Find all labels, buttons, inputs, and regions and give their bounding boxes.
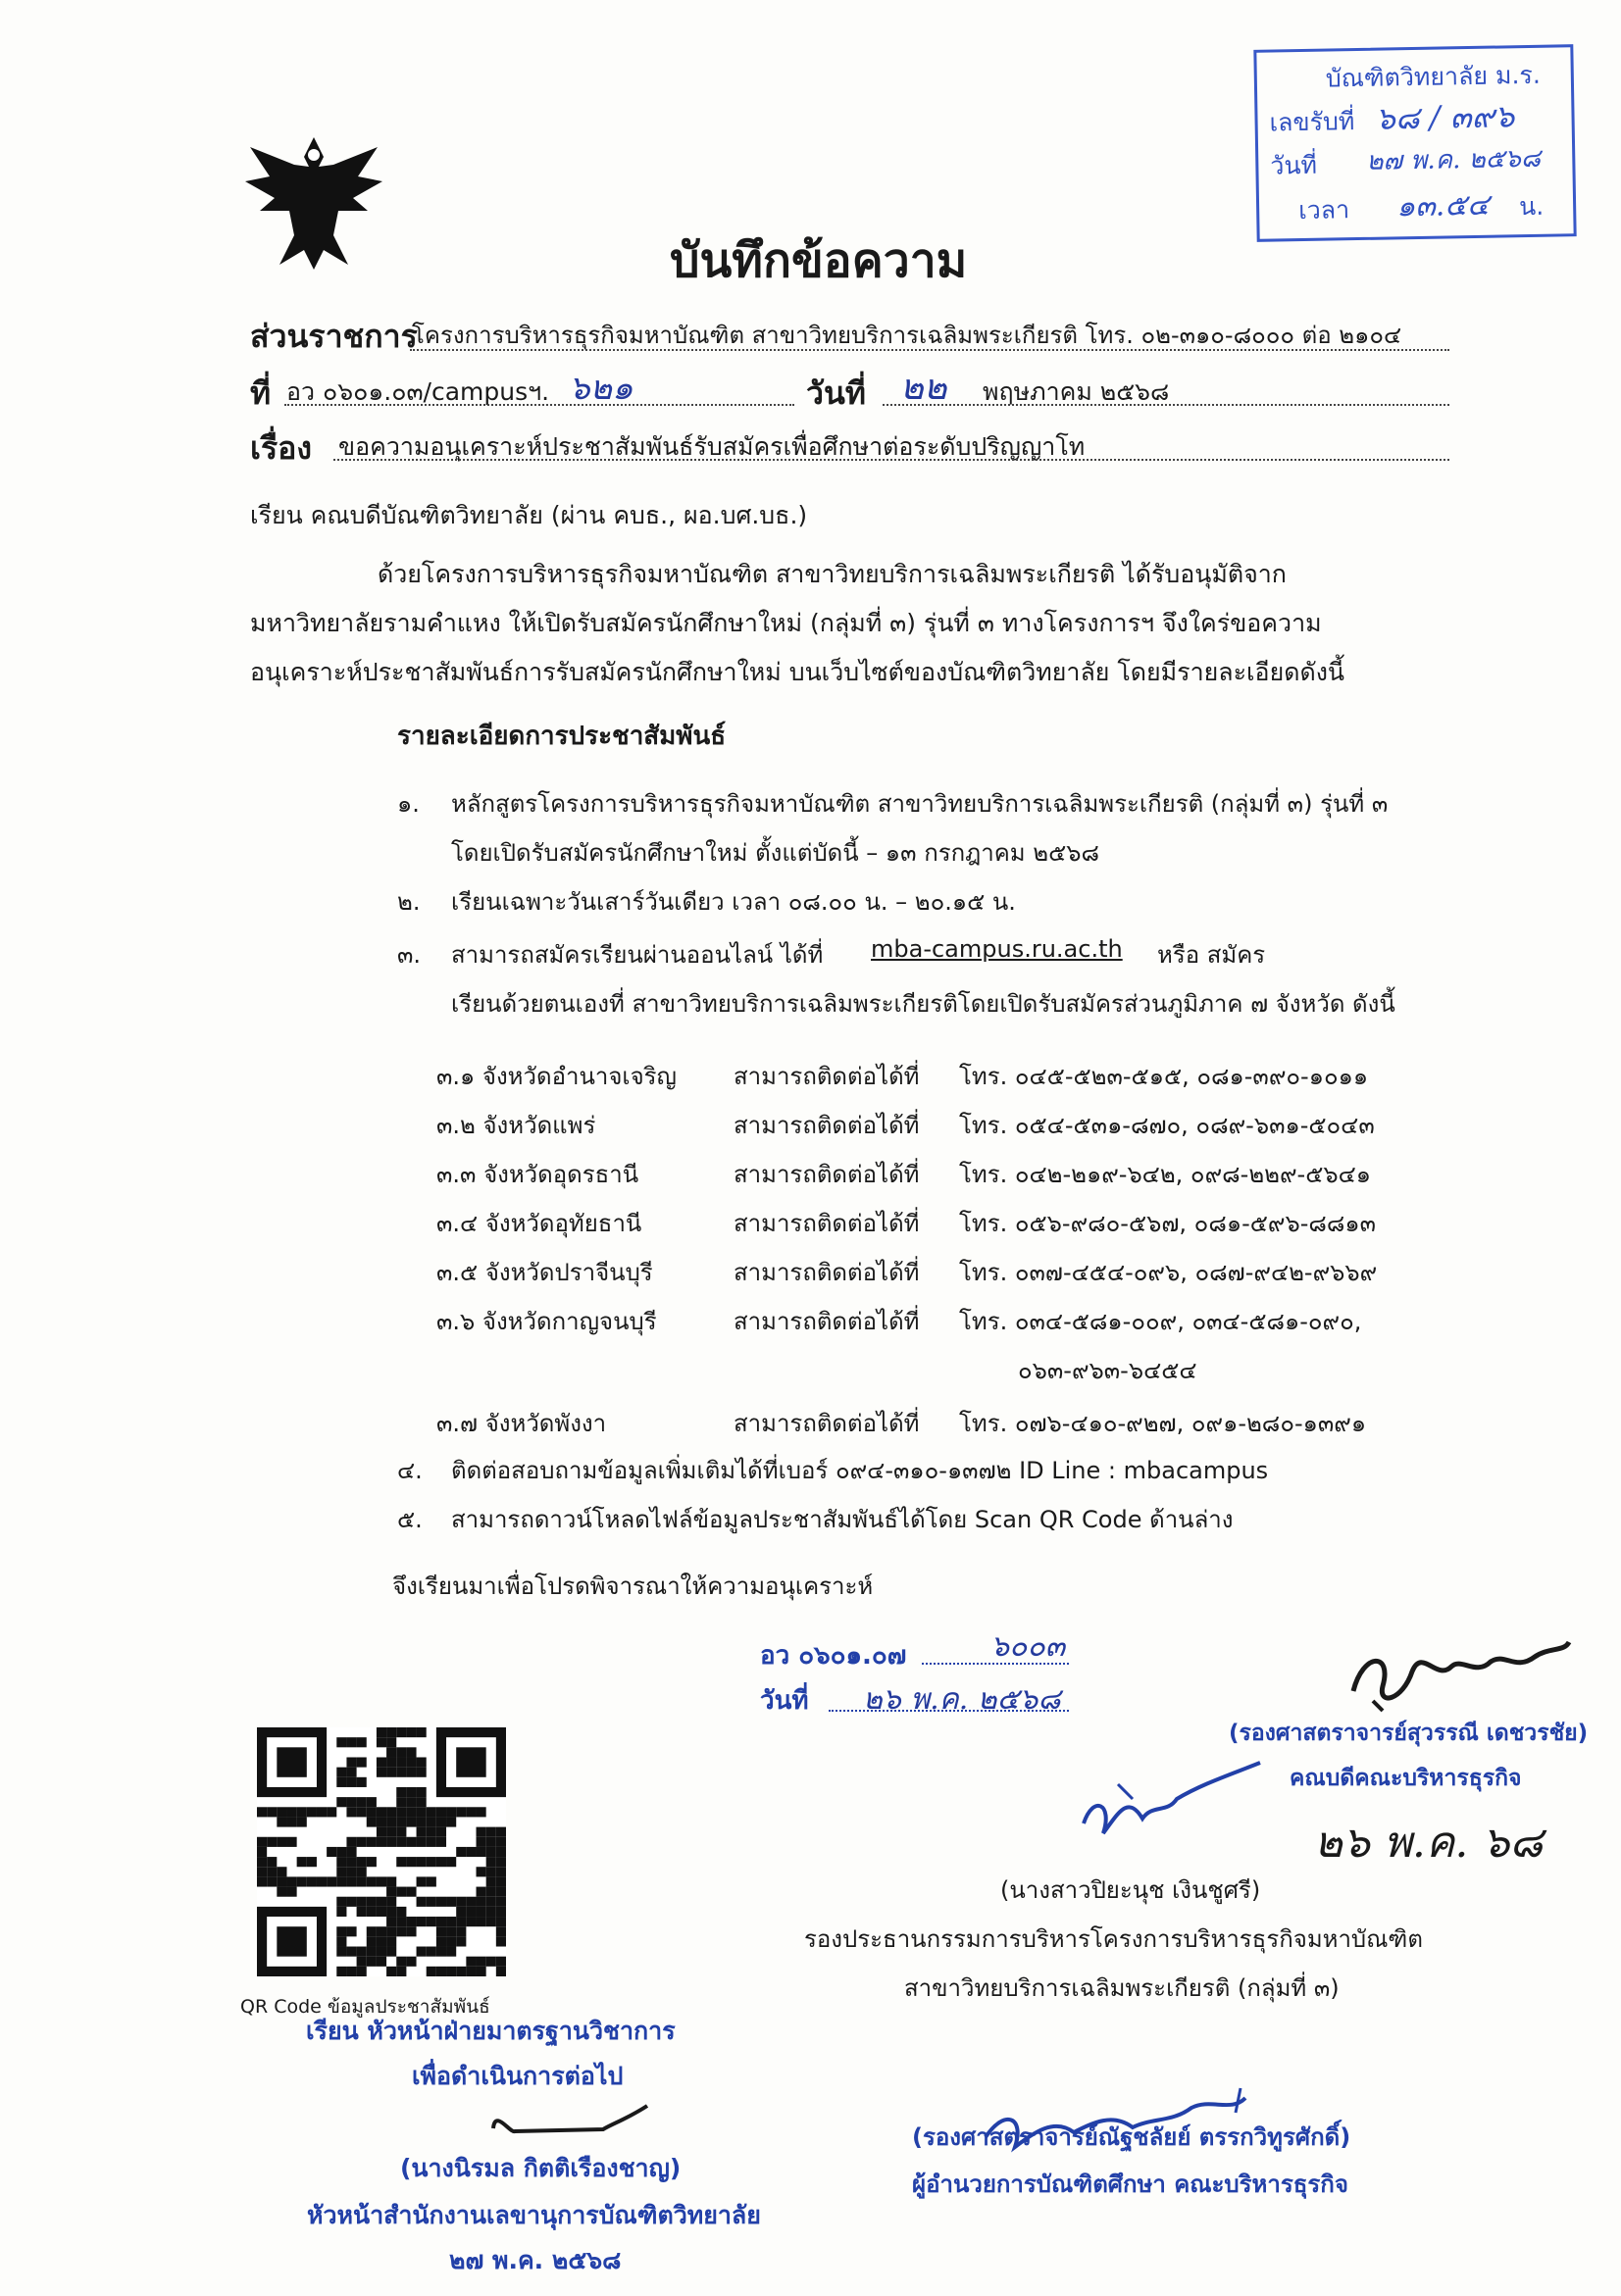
page-title: บันทึกข้อความ bbox=[670, 233, 968, 288]
receipt-number-label: เลขรับที่ bbox=[1269, 107, 1355, 137]
province-tel: โทร. ๐๓๗-๔๕๔-๐๙๖, ๐๘๗-๙๔๒-๙๖๖๙ bbox=[959, 1259, 1378, 1286]
province-name: ๓.๑ จังหวัดอำนาจเจริญ bbox=[436, 1063, 678, 1090]
routing-signature-icon bbox=[485, 2094, 652, 2143]
province-tel: โทร. ๐๓๔-๕๘๑-๐๐๙, ๐๓๔-๕๘๑-๐๙๐, bbox=[959, 1308, 1362, 1335]
province-tel: โทร. ๐๔๕-๕๒๓-๕๑๕, ๐๘๑-๓๙๐-๑๐๑๑ bbox=[959, 1063, 1369, 1090]
province-name: ๓.๖ จังหวัดกาญจนบุรี bbox=[436, 1308, 657, 1335]
item-3-line1a: สามารถสมัครเรียนผ่านออนไลน์ ได้ที่ bbox=[451, 941, 824, 969]
body-line-1: ด้วยโครงการบริหารธุรกิจมหาบัณฑิต สาขาวิทยบริการเฉลิมพระเกียรติ ได้รับอนุมัติจาก bbox=[378, 560, 1287, 588]
receipt-time-label: เวลา bbox=[1297, 195, 1350, 225]
routing-date: ๒๗ พ.ค. ๒๕๖๘ bbox=[449, 2246, 622, 2274]
province-tel: โทร. ๐๕๔-๕๓๑-๘๗๐, ๐๘๙-๖๓๑-๕๐๔๓ bbox=[959, 1112, 1375, 1139]
ref-label: ที่ bbox=[250, 374, 272, 412]
item-3-num: ๓. bbox=[397, 941, 422, 969]
qr-caption: QR Code ข้อมูลประชาสัมพันธ์ bbox=[240, 1996, 490, 2018]
closing: จึงเรียนมาเพื่อโปรดพิจารณาให้ความอนุเคราะห์ bbox=[392, 1572, 874, 1600]
signer-signature-icon bbox=[1074, 1755, 1270, 1853]
province-name: ๓.๒ จังหวัดแพร่ bbox=[436, 1112, 596, 1139]
signer-position-1: รองประธานกรรมการบริหารโครงการบริหารธุรกิจมหาบัณฑิต bbox=[804, 1925, 1423, 1953]
forward-ref-value: ๖๐๐๓ bbox=[990, 1629, 1066, 1664]
item-1-num: ๑. bbox=[397, 790, 420, 818]
body-line-3: อนุเคราะห์ประชาสัมพันธ์การรับสมัครนักศึกษาใหม่ บนเว็บไซต์ของบัณฑิตวิทยาลัย โดยมีรายละเอียดดังนี้ bbox=[250, 658, 1344, 686]
routing-line-1: เรียน หัวหน้าฝ่ายมาตรฐานวิชาการ bbox=[306, 2017, 676, 2045]
item-5-text: สามารถดาวน์โหลดไฟล์ข้อมูลประชาสัมพันธ์ได้โดย Scan QR Code ด้านล่าง bbox=[451, 1506, 1234, 1533]
signer-position-2: สาขาวิทยบริการเฉลิมพระเกียรติ (กลุ่มที่ ๓) bbox=[904, 1974, 1340, 2002]
signer-name: (นางสาวปิยะนุช เงินชูศรี) bbox=[1000, 1876, 1261, 1904]
garuda-emblem-icon bbox=[240, 127, 387, 275]
receipt-time-value: ๑๓.๕๔ bbox=[1395, 187, 1490, 225]
routing-name: (นางนิรมล กิตติเรืองชาญ) bbox=[400, 2154, 682, 2182]
item-4-text: ติดต่อสอบถามข้อมูลเพิ่มเติมได้ที่เบอร์ ๐๙๔-๓๑๐-๑๓๗๒ ID Line : mbacampus bbox=[451, 1457, 1269, 1484]
ref-handwritten: ๖๒๑ bbox=[569, 369, 633, 408]
subject-value: ขอความอนุเคราะห์ประชาสัมพันธ์รับสมัครเพื่อศึกษาต่อระดับปริญญาโท bbox=[338, 432, 1086, 461]
item-5-num: ๕. bbox=[397, 1506, 423, 1533]
item-4-num: ๔. bbox=[397, 1457, 423, 1484]
dean-handwritten-date: ๒๖ พ.ค. ๖๘ bbox=[1314, 1818, 1544, 1868]
province-name: ๓.๕ จังหวัดปราจีนบุรี bbox=[436, 1259, 653, 1286]
forward-ref-label: อว ๐๖๐๑.๐๗ bbox=[760, 1641, 907, 1671]
receipt-stamp bbox=[1253, 44, 1576, 242]
province-name: ๓.๔ จังหวัดอุทัยธานี bbox=[436, 1210, 642, 1237]
dean-position: คณบดีคณะบริหารธุรกิจ bbox=[1290, 1766, 1522, 1791]
province-contact: สามารถติดต่อได้ที่ bbox=[734, 1259, 920, 1286]
province-tel: โทร. ๐๔๒-๒๑๙-๖๔๒, ๐๙๘-๒๒๙-๕๖๔๑ bbox=[959, 1161, 1371, 1188]
receipt-number-value: ๖๘ / ๓๙๖ bbox=[1375, 97, 1515, 137]
forward-date-label: วันที่ bbox=[760, 1686, 809, 1716]
dean-signature-icon bbox=[1343, 1632, 1579, 1721]
province-tel: โทร. ๐๗๖-๔๑๐-๙๒๗, ๐๙๑-๒๘๐-๑๓๙๑ bbox=[959, 1410, 1367, 1437]
routing-position: หัวหน้าสำนักงานเลขานุการบัณฑิตวิทยาลัย bbox=[307, 2201, 761, 2229]
date-value: พฤษภาคม ๒๕๖๘ bbox=[983, 377, 1170, 406]
item-3-line1b: หรือ สมัคร bbox=[1157, 941, 1266, 969]
director-position: ผู้อำนวยการบัณฑิตศึกษา คณะบริหารธุรกิจ bbox=[912, 2171, 1348, 2198]
province-contact: สามารถติดต่อได้ที่ bbox=[734, 1308, 920, 1335]
province-tel-extra: ๐๖๓-๙๖๓-๖๔๕๔ bbox=[1018, 1357, 1197, 1384]
date-label: วันที่ bbox=[806, 374, 866, 412]
registration-link[interactable]: mba-campus.ru.ac.th bbox=[871, 935, 1123, 963]
province-name: ๓.๗ จังหวัดพังงา bbox=[436, 1410, 607, 1437]
body-line-2: มหาวิทยาลัยรามคำแหง ให้เปิดรับสมัครนักศึกษาใหม่ (กลุ่มที่ ๓) รุ่นที่ ๓ ทางโครงการฯ จึงใคร่ขอความ bbox=[250, 609, 1322, 637]
date-handwritten: ๒๒ bbox=[900, 368, 947, 408]
salutation: เรียน คณบดีบัณฑิตวิทยาลัย (ผ่าน คบธ., ผอ.บศ.บธ.) bbox=[250, 501, 808, 529]
receipt-date-value: ๒๗ พ.ค. ๒๕๖๘ bbox=[1366, 143, 1542, 176]
agency-value: โครงการบริหารธุรกิจมหาบัณฑิต สาขาวิทยบริการเฉลิมพระเกียรติ โทร. ๐๒-๓๑๐-๘๐๐๐ ต่อ ๒๑๐๔ bbox=[412, 322, 1402, 349]
item-2-num: ๒. bbox=[397, 888, 421, 916]
province-tel: โทร. ๐๕๖-๙๘๐-๕๖๗, ๐๘๑-๕๙๖-๘๘๑๓ bbox=[959, 1210, 1377, 1237]
province-contact: สามารถติดต่อได้ที่ bbox=[734, 1112, 920, 1139]
receipt-office: บัณฑิตวิทยาลัย ม.ร. bbox=[1325, 60, 1542, 93]
routing-line-2: เพื่อดำเนินการต่อไป bbox=[412, 2062, 624, 2090]
details-heading: รายละเอียดการประชาสัมพันธ์ bbox=[397, 722, 727, 751]
agency-label: ส่วนราชการ bbox=[250, 318, 418, 355]
ref-value: อว ๐๖๐๑.๐๓/campusฯ. bbox=[286, 377, 550, 406]
province-contact: สามารถติดต่อได้ที่ bbox=[734, 1063, 920, 1090]
subject-label: เรื่อง bbox=[250, 429, 312, 467]
dean-name: (รองศาสตราจารย์สุวรรณี เดชวรชัย) bbox=[1229, 1721, 1589, 1746]
province-contact: สามารถติดต่อได้ที่ bbox=[734, 1410, 920, 1437]
receipt-date-label: วันที่ bbox=[1270, 150, 1318, 180]
forward-date-value: ๒๖ พ.ค. ๒๕๖๘ bbox=[863, 1682, 1061, 1717]
province-contact: สามารถติดต่อได้ที่ bbox=[734, 1161, 920, 1188]
item-2-line1: เรียนเฉพาะวันเสาร์วันเดียว เวลา ๐๘.๐๐ น. – ๒๐.๑๕ น. bbox=[451, 888, 1016, 916]
item-1-line2: โดยเปิดรับสมัครนักศึกษาใหม่ ตั้งแต่บัดนี้ – ๑๓ กรกฎาคม ๒๕๖๘ bbox=[451, 839, 1099, 867]
province-contact: สามารถติดต่อได้ที่ bbox=[734, 1210, 920, 1237]
item-3-line2: เรียนด้วยตนเองที่ สาขาวิทยบริการเฉลิมพระเกียรติโดยเปิดรับสมัครส่วนภูมิภาค ๗ จังหวัด ดังนี้ bbox=[451, 990, 1395, 1018]
province-name: ๓.๓ จังหวัดอุดรธานี bbox=[436, 1161, 639, 1188]
receipt-time-unit: น. bbox=[1518, 191, 1545, 222]
item-1-line1: หลักสูตรโครงการบริหารธุรกิจมหาบัณฑิต สาขาวิทยบริการเฉลิมพระเกียรติ (กลุ่มที่ ๓) รุ่นที่ ๓ bbox=[451, 790, 1389, 818]
qr-code-icon[interactable] bbox=[257, 1727, 506, 1976]
director-name: (รองศาสตราจารย์ณัฐชลัยย์ ตรรกวิทูรศักดิ์) bbox=[912, 2123, 1351, 2151]
